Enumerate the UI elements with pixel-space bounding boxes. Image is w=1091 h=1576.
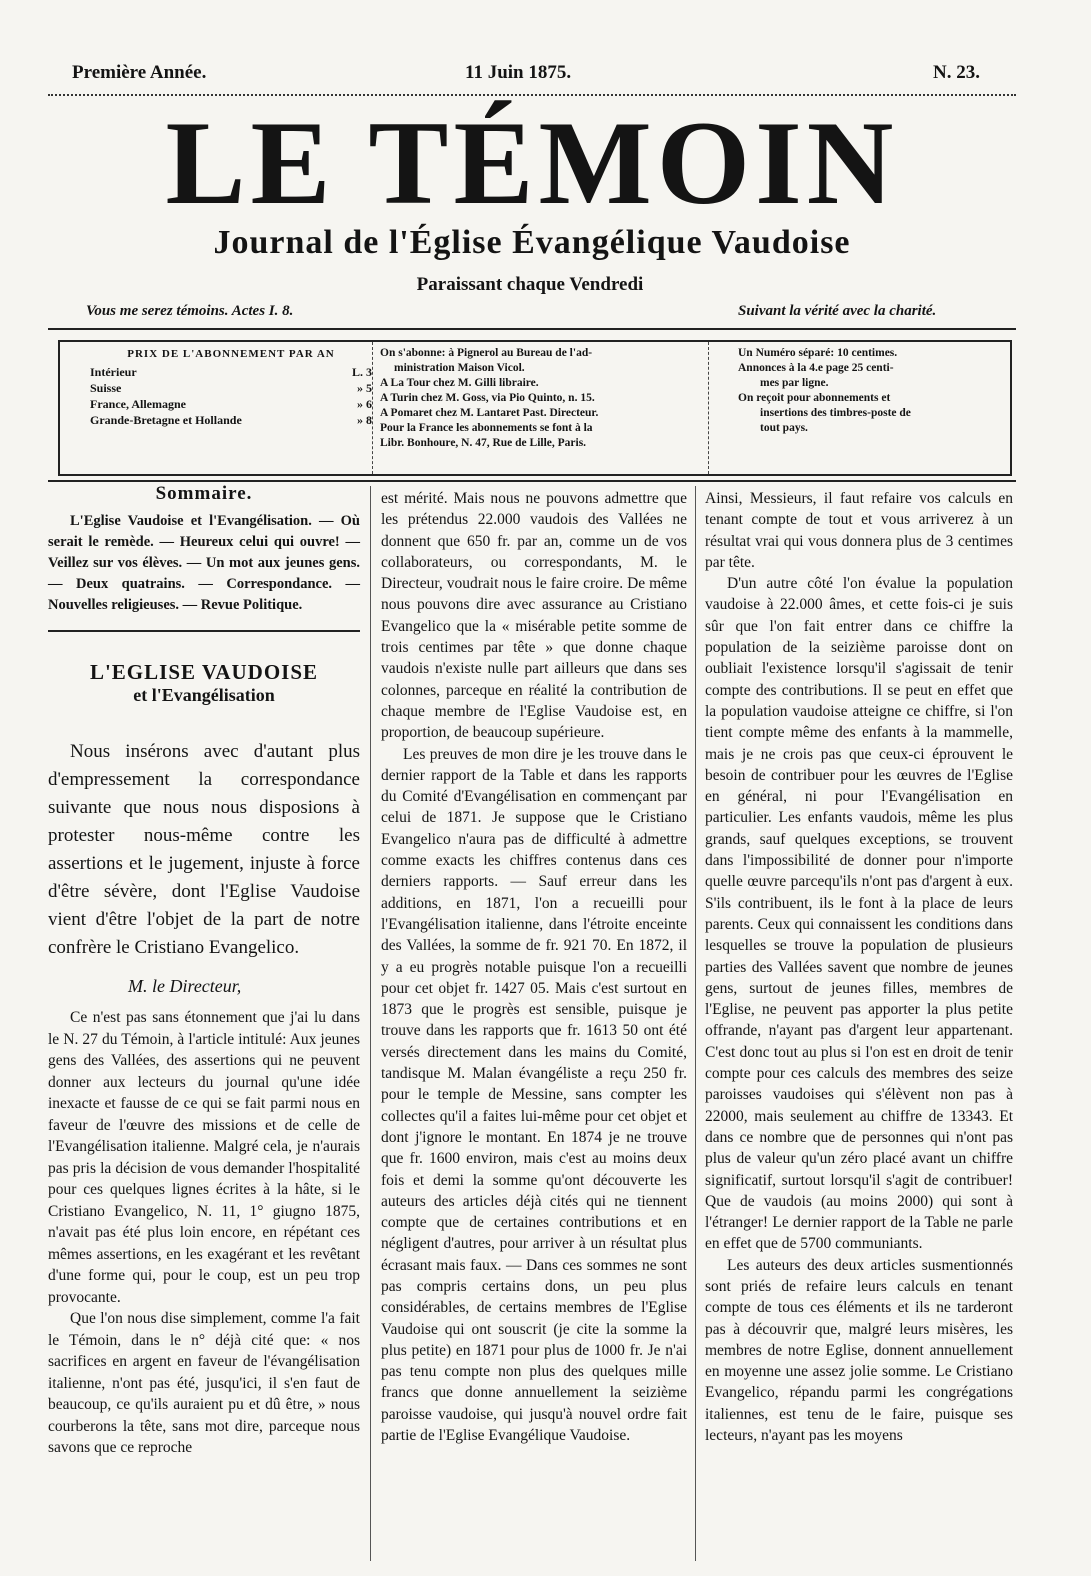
publication-frequency: Paraissant chaque Vendredi — [416, 274, 644, 295]
sommaire-text: L'Eglise Vaudoise et l'Evangélisation. — Où serait le remède. — Heureux celui qui ouvre! — Veillez sur vos élèves. — Un mot aux jeunes gens. — Deux quatrains. — Correspondance. — Nouvelles religieuses. — Revue Politique. — [48, 513, 360, 613]
price-heading: PRIX DE L'ABONNEMENT PAR AN — [127, 348, 335, 360]
box-bottom-rule — [48, 480, 1016, 482]
article-title: L'EGLISE VAUDOISE — [89, 660, 319, 684]
letter-column-1: Ce n'est pas sans étonnement que j'ai lu dans le N. 27 du Témoin, à l'article intitulé: Aux jeunes gens des Vallées, des assertions qui ne peuvent donner aux lecteurs du journal qu'une idée inexacte et fausse de ce qui se fait parmi nous en faveur de l'œuvre des missions et de celle de l'Evangélisation italienne. Malgré cela, je n'aurais pas pris la décision de vous demander l'hospitalité pour ces quelques lignes écrites à la hâte, si le Cristiano Evangelico, N. 11, 1° giugno 1875, n'avait pas été plus loin encore, en répétant ces mêmes assertions, en les exagérant et les revêtant d'une forme qui, pour le coup, est un peu trop provocante. Que l'on nous dise simplement, comme l'a fait le Témoin, dans le n° déjà cité que: « nos sacrifices en argent en faveur de l'évangélisation italienne, n'ont pas été, jusqu'ici, il s'en faut de beaucoup, ce qu'ils auraient pu et dû être, » nous courberons la tête, sans mot dire, parceque nous savons que ce reproche — [48, 1009, 360, 1456]
newspaper-subtitle: Journal de l'Église Évangélique Vaudoise — [213, 224, 851, 261]
column-rule — [695, 486, 696, 1561]
price-row: Suisse » 5 — [90, 381, 372, 395]
letter-column-3: Ainsi, Messieurs, il faut refaire vos calculs en tenant compte de tout et vous arriverez à un résultat vrai qui vous donnera plus de 3 centimes par tête. D'un autre côté l'on évalue la population vaudoise à 22.000 âmes, et cette fois-ci je suis sûr que l'on fait entrer dans ce chiffre la population de la seizième paroisse dont on oubliait l'existence lorsqu'il s'agissait de tenir compte des contributions. Il se peut en effet que la population vaudoise atteigne ce chiffre, si l'on tient compte même des enfants à la mammelle, mais je ne crois pas que ceux-ci éprouvent le besoin de contribuer pour les œuvres de l'Eglise en général, ni pour l'Evangélisation en particulier. Les enfants vaudois, même les plus grands, sauf quelques exceptions, se trouvent dans l'impossibilité de donner pour n'importe quelle œuvre parcequ'ils n'ont pas d'argent à eux. S'ils contribuent, ils le font à la place de leurs parents. Ceux qui connaissent les conditions dans lesquelles se trouve la population de plusieurs parties des Vallées savent que nombre de jeunes gens, surtout de jeunes filles, membres de l'Eglise, ne peuvent pas apporter la plus petite offrande, n'ayant pas d'argent leur appartenant. C'est donc tout au plus si l'on est en droit de tenir compte pour ces calculs des membres des seize paroisses vaudoises qui s'élèvent non pas à 22000, mais seulement au chiffre de 13343. Et dans ce nombre que de personnes qui n'ont pas plus de valeur qu'un zéro placé avant un chiffre significatif, surtout lorsqu'il s'agit de contribuer! Que de vaudois (au moins 2000) qui sont à l'étranger! Le dernier rapport de la Table ne parle en effet que de 5700 communiants. Les auteurs des deux articles susmentionnés sont priés de refaire leurs calculs en tenant compte de tous ces éléments et ils ne tarderont pas à découvrir que, malgré leurs misères, les membres de notre Eglise, donnent annuellement en moyenne une assez jolie somme. Le Cristiano Evangelico, répandu parmi les congrégations italiennes, est tenu de le faire, puisque ses lecteurs, n'ayant pas les moyens — [705, 490, 1013, 1445]
issue-date: 11 Juin 1875. — [465, 62, 572, 83]
price-list — [90, 346, 372, 428]
box-divider — [708, 342, 709, 474]
price-row: Intérieur L. 3 — [90, 365, 372, 379]
sommaire-heading: Sommaire. — [155, 483, 253, 504]
subscription-notes: Un Numéro séparé: 10 centimes. Annonces à la 4.e page 25 centi- mes par ligne. On reçoit pour abonnements et insertions des timbres-poste de tout pays. — [738, 347, 911, 434]
subscription-locations: On s'abonne: à Pignerol au Bureau de l'ad- ministration Maison Vicol. A La Tour chez M. Gilli libraire. A Turin chez M. Goss, via Pio Quinto, n. 15. A Pomaret chez M. Lantaret Past. Directeur. Pour la France les abonnements se font à la Libr. Bonhoure, N. 47, Rue de Lille, Paris. — [380, 347, 599, 449]
issue-number: N. 23. — [933, 62, 980, 83]
year-label: Première Année. — [72, 62, 207, 83]
sommaire-rule — [48, 630, 360, 632]
article-subtitle: et l'Evangélisation — [133, 685, 275, 705]
article-intro: Nous insérons avec d'autant plus d'empressement la correspondance suivante que nous nous disposions à protester nous-même contre les assertions et le jugement, injuste à force d'être sévère, dont l'Eglise Vaudoise vient d'être l'objet de la part de notre confrère le Cristiano Evangelico. — [48, 741, 360, 958]
box-divider — [372, 342, 373, 474]
price-row: Grande-Bretagne et Hollande » 8 — [90, 413, 372, 427]
masthead-rule — [48, 328, 1016, 330]
letter-column-2: est mérité. Mais nous ne pouvons admettre que les prétendus 22.000 vaudois des Vallées ne donnent que 650 fr. par an, comme un de vos collaborateurs, ou correspondants, M. le Directeur, voudrait nous le faire croire. De même nous pouvons dire avec assurance au Cristiano Evangelico que la « misérable petite somme de trois centimes par tête » que donne chaque vaudois n'existe nulle part ailleurs que dans ses colonnes, parceque en réalité la contribution de chaque membre de l'Eglise Vaudoise est, en proportion, de beaucoup supérieure. Les preuves de mon dire je les trouve dans le dernier rapport de la Table et dans les rapports du Comité d'Evangélisation en commençant par celui de 1871. Je suppose que le Cristiano Evangelico n'aura pas de difficulté à admettre comme exacts les chiffres contenus dans ces derniers rapports. — Sauf erreur dans les additions, en 1871, l'on a recueilli pour l'Evangélisation italienne, dans l'étroite enceinte des Vallées, la somme de fr. 921 70. En 1872, il y a eu progrès notable puisque l'on a recueilli pour cet objet fr. 1427 05. Mais c'est surtout en 1873 que le progrès est sensible, puisque je trouve dans les rapports que fr. 1613 50 ont été versés directement dans les mains du Comité, tandisque M. Malan évangéliste a reçu 250 fr. pour le temple de Messine, sans compter les collectes qu'il a faites lui-même pour cet objet et dont j'ignore le montant. En 1874 je ne trouve que fr. 1600 environ, mais c'est au moins deux fois et demi la somme qu'ont découverte les auteurs des articles déjà cités qui ne tiennent compte que de certaines contributions et en négligent d'autres, pour arriver à un résultat plus écrasant mais faux. — Dans ces sommes ne sont pas compris certains dons, un peu plus considérables, de certains membres de l'Eglise Vaudoise qui ont souscrit (je cite la somme la plus petite) en 1871 pour plus de 1000 fr. Je n'ai pas tenu compte non plus des quelques mille francs que donne annuellement la seizième paroisse vaudoise, qui jusqu'à nouvel ordre fait partie de l'Eglise Evangélique Vaudoise. — [381, 490, 687, 1445]
motto-left: Vous me serez témoins. Actes I. 8. — [86, 303, 294, 319]
salutation: M. le Directeur, — [128, 976, 242, 996]
column-1 — [48, 483, 360, 1459]
newspaper-title: LE TÉMOIN — [165, 96, 899, 229]
subscription-box — [58, 340, 1012, 476]
motto-right: Suivant la vérité avec la charité. — [738, 303, 937, 319]
column-rule — [370, 486, 371, 1561]
price-row: France, Allemagne » 6 — [90, 397, 372, 411]
